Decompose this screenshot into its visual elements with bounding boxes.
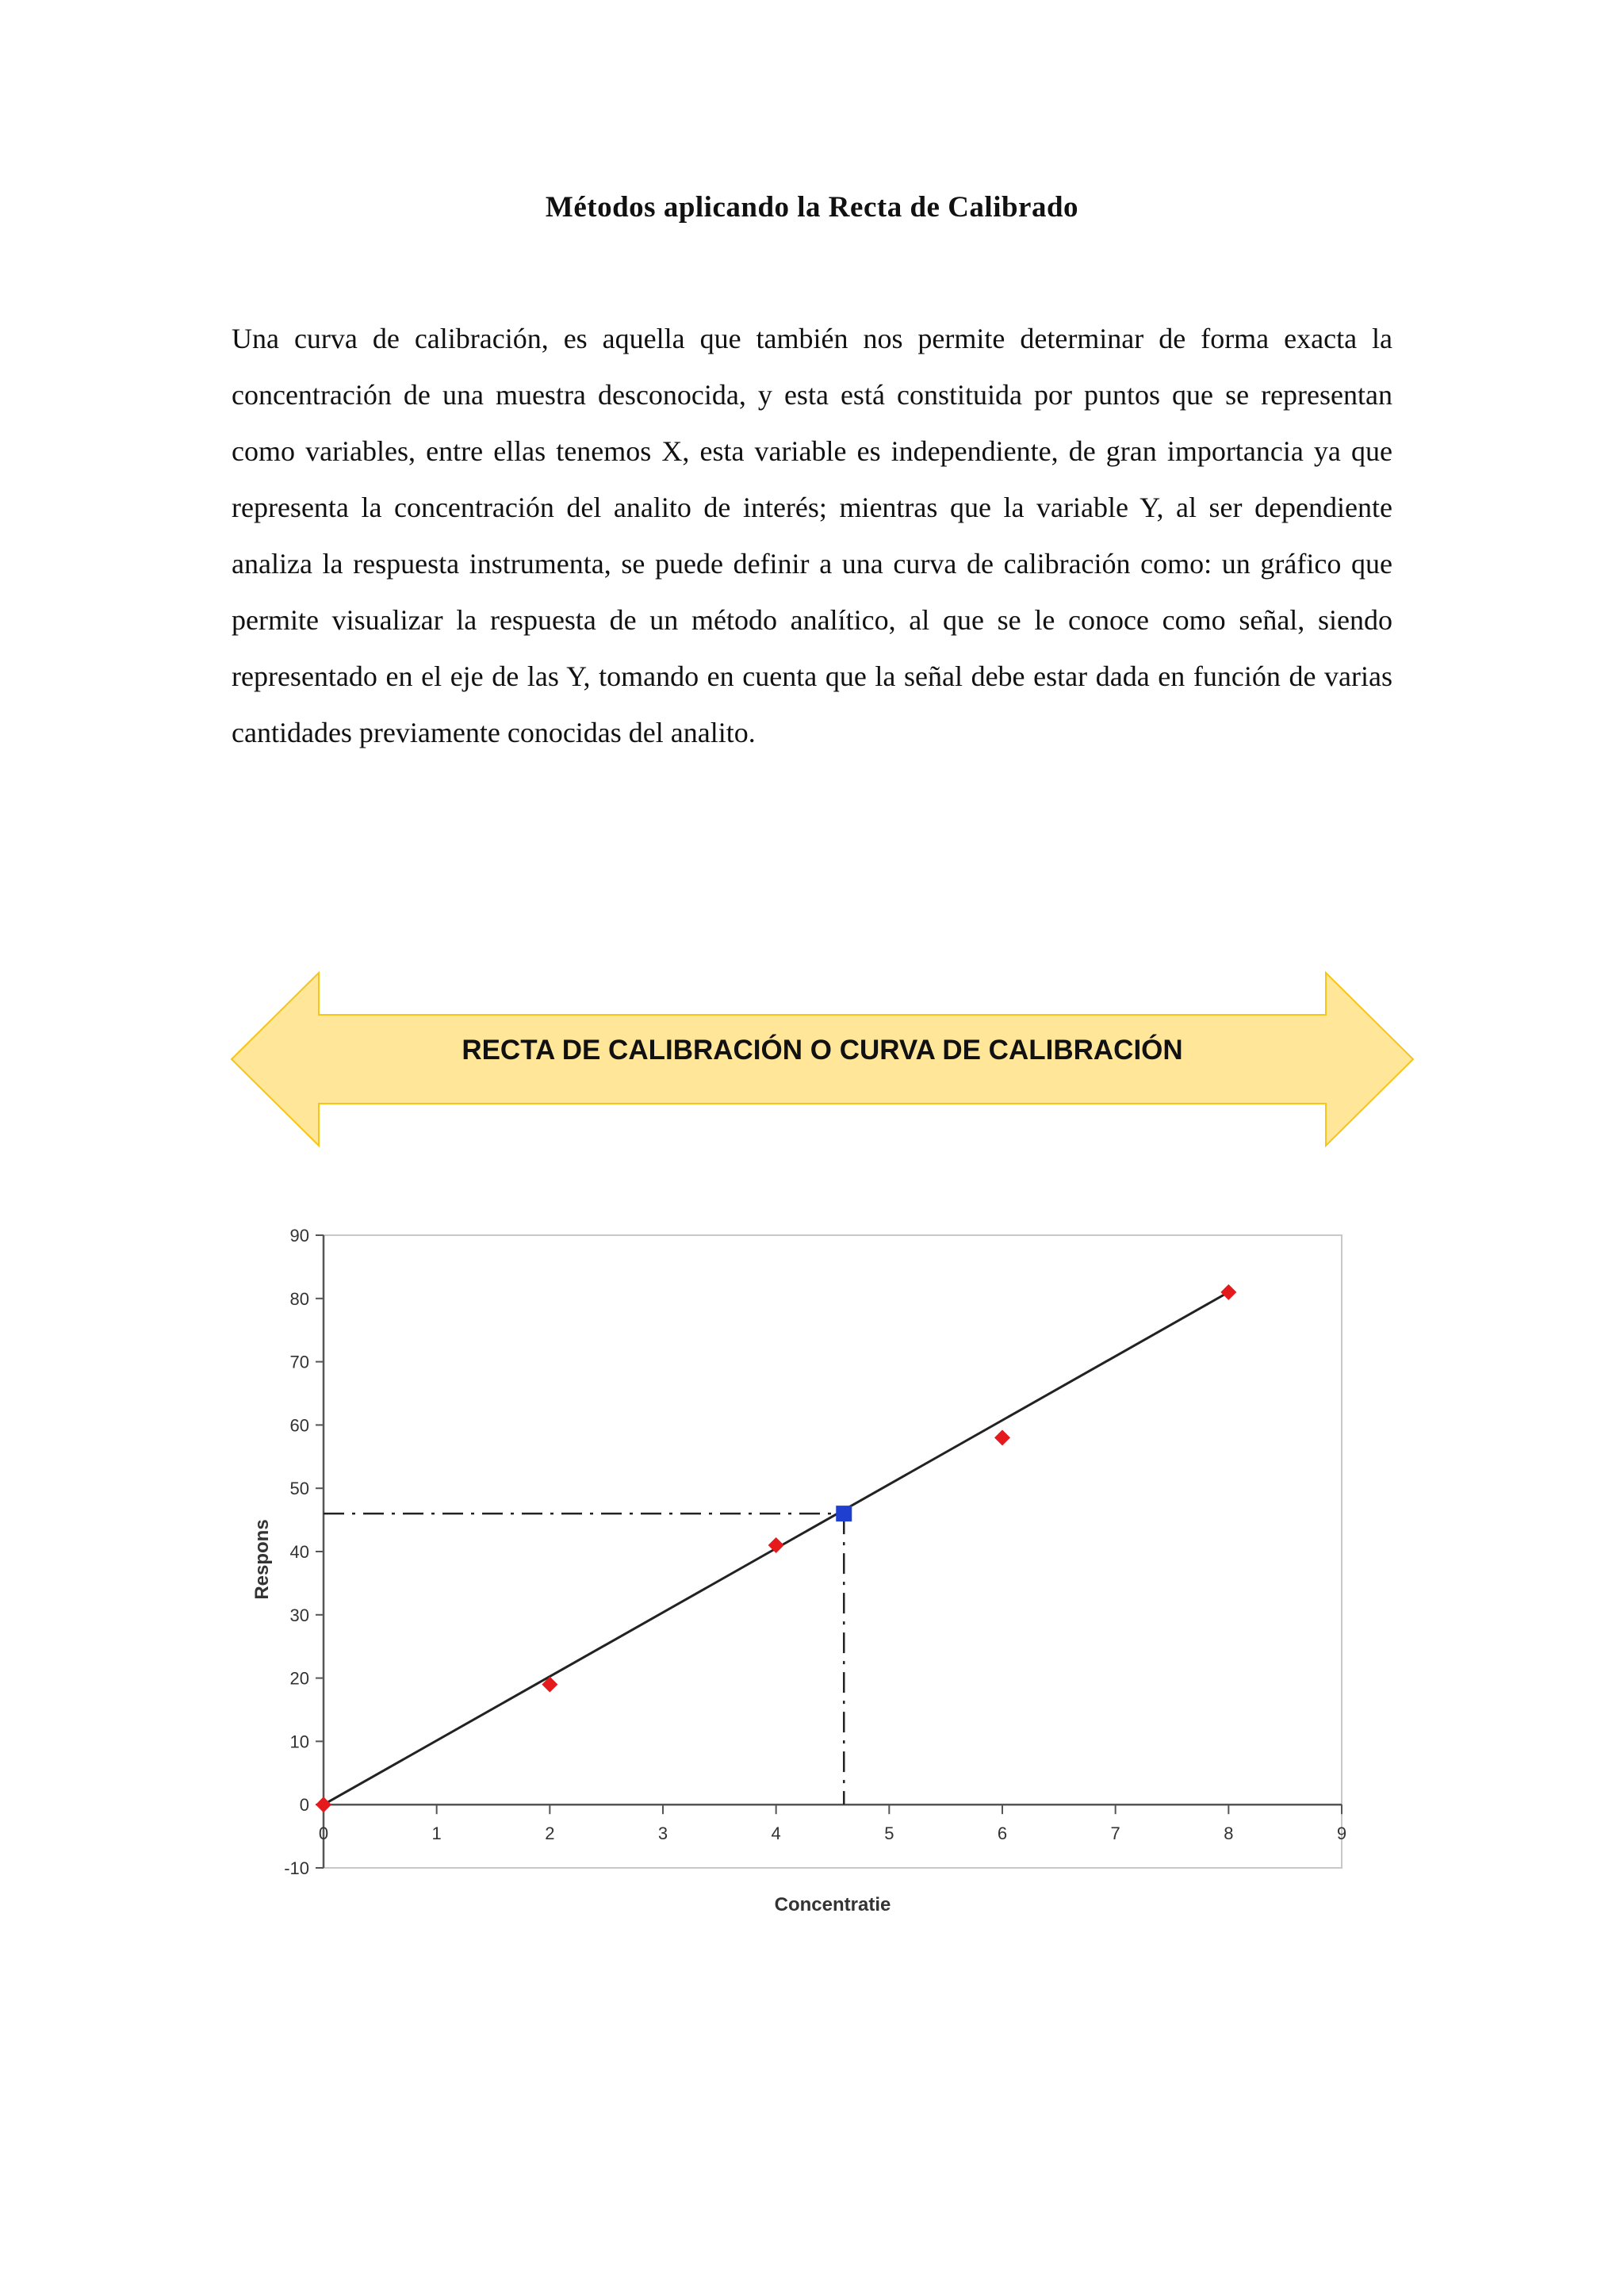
y-tick-label: 40 <box>289 1542 309 1562</box>
y-tick-label: 0 <box>299 1795 309 1816</box>
y-tick-label: 50 <box>289 1479 309 1499</box>
chart-svg <box>251 1213 1364 1927</box>
x-tick-label: 6 <box>997 1823 1008 1844</box>
double-arrow-banner <box>230 971 1415 1147</box>
x-tick-label: 0 <box>318 1823 329 1844</box>
x-tick-label: 9 <box>1336 1823 1347 1844</box>
banner-label: RECTA DE CALIBRACIÓN O CURVA DE CALIBRACIÓN <box>462 1035 1183 1066</box>
y-tick-label: 10 <box>289 1732 309 1752</box>
x-tick-label: 8 <box>1224 1823 1234 1844</box>
body-paragraph: Una curva de calibración, es aquella que también nos permite determinar de forma exacta la concentración de una muestra desconocida, y esta está constituida por puntos que se representan como variables, entre ellas tenemos X, esta variable es independiente, de gran importancia ya que representa la concentración del analito de interés; mientras que la variable Y, al ser dependiente analiza la respuesta instrumenta, se puede definir a una curva de calibración como: un gráfico que permite visualizar la respuesta de un método analítico, al que se le conoce como señal, siendo representado en el eje de las Y, tomando en cuenta que la señal debe estar dada en función de varias cantidades previamente conocidas del analito. <box>232 323 1392 748</box>
x-tick-label: 4 <box>771 1823 781 1844</box>
plot-area-frame <box>324 1235 1342 1868</box>
y-tick-label: 20 <box>289 1668 309 1689</box>
y-tick-label: 80 <box>289 1288 309 1309</box>
y-tick-label: 90 <box>289 1226 309 1246</box>
y-tick-label: 30 <box>289 1605 309 1625</box>
x-tick-label: 2 <box>545 1823 555 1844</box>
document-title: Métodos aplicando la Recta de Calibrado <box>545 191 1079 224</box>
calibration-chart <box>251 1213 1364 1927</box>
y-tick-label: -10 <box>284 1858 309 1878</box>
unknown-sample-square <box>836 1506 852 1521</box>
y-tick-label: 60 <box>289 1415 309 1436</box>
x-tick-label: 3 <box>657 1823 668 1844</box>
x-tick-label: 1 <box>431 1823 442 1844</box>
x-axis-label: Concentratie <box>774 1894 891 1915</box>
y-tick-label: 70 <box>289 1352 309 1372</box>
y-axis-label: Respons <box>251 1519 273 1600</box>
x-tick-label: 5 <box>884 1823 894 1844</box>
x-tick-label: 7 <box>1110 1823 1120 1844</box>
